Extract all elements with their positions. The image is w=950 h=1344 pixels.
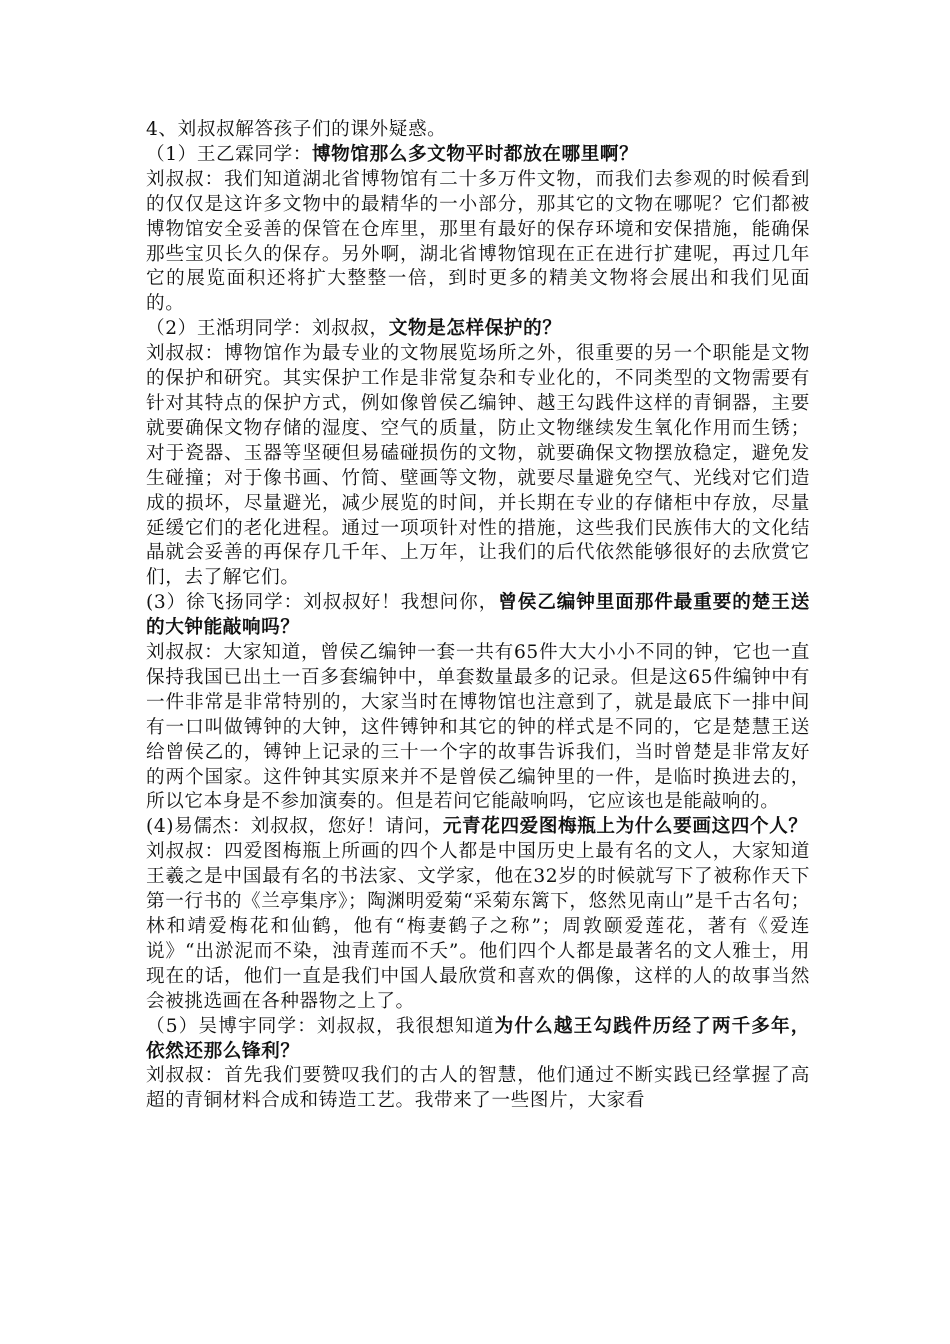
question-1-prefix: （1）王乙霖同学： <box>146 143 312 165</box>
answer-4: 刘叔叔：四爱图梅瓶上所画的四个人都是中国历史上最有名的文人，大家知道王羲之是中国最有名的书法家、文学家，他在32岁的时候就写下了被称作天下第一行书的《兰亭集序》；陶渊明爱菊“采菊东篱下，悠然见南山”是千古名句；林和靖爱梅花和仙鹤，他有“梅妻鹤子之称”；周敦颐爱莲花，著有《爱连说》“出淤泥而不染，浊青莲而不夭”。他们四个人都是最著名的文人雅士，用现在的话，他们一直是我们中国人最欣赏和喜欢的偶像，这样的人的故事当然会被挑选画在各种器物之上了。 <box>146 841 810 1012</box>
question-4 <box>146 815 810 840</box>
answer-3: 刘叔叔：大家知道，曾侯乙编钟一套一共有65件大大小小不同的钟，它也一直保持我国已出土一百多套编钟中，单套数量最多的记录。但是这65件编钟中有一件非常是非常特别的，大家当时在博物馆也注意到了，就是最底下一排中间有一口叫做镈钟的大钟，这件镈钟和其它的钟的样式是不同的，它是楚慧王送给曾侯乙的，镈钟上记录的三十一个字的故事告诉我们，当时曾楚是非常友好的两个国家。这件钟其实原来并不是曾侯乙编钟里的一件，是临时换进去的，所以它本身是不参加演奏的。但是若问它能敲响吗，它应该也是能敲响的。 <box>146 642 810 813</box>
question-2-bold: 文物是怎样保护的？ <box>388 318 562 340</box>
question-2 <box>146 317 810 342</box>
answer-2: 刘叔叔：博物馆作为最专业的文物展览场所之外，很重要的另一个职能是文物的保护和研究。其实保护工作是非常复杂和专业化的，不同类型的文物需要有针对其特点的保护方式，例如像曾侯乙编钟、越王勾践件这样的青铜器，主要就要确保文物存储的湿度、空气的质量，防止文物继续发生氧化作用而生锈；对于瓷器、玉器等坚硬但易磕碰损伤的文物，就要确保文物摆放稳定，避免发生碰撞；对于像书画、竹简、壁画等文物，就要尽量避免空气、光线对它们造成的损坏，尽量避光，减少展览的时间，并长期在专业的存储柜中存放，尽量延缓它们的老化进程。通过一项项针对性的措施，这些我们民族伟大的文化结晶就会妥善的再保存几千年、上万年，让我们的后代依然能够很好的去欣赏它们，去了解它们。 <box>146 343 810 589</box>
document-body <box>146 118 810 1114</box>
question-5-bold: 为什么越王勾践件历经了两千多年，依然还那么锋利？ <box>146 1015 810 1062</box>
question-4-prefix: (4)易儒杰：刘叔叔，您好！请问， <box>146 816 443 838</box>
question-5-prefix: （5）吴博宇同学：刘叔叔，我很想知道 <box>146 1015 495 1037</box>
question-3-bold: 曾侯乙编钟里面那件最重要的楚王送的大钟能敲响吗？ <box>146 592 810 639</box>
section-heading: 4、刘叔叔解答孩子们的课外疑惑。 <box>146 119 447 140</box>
question-4-bold: 元青花四爱图梅瓶上为什么要画这四个人？ <box>442 816 808 838</box>
answer-5: 刘叔叔：首先我们要赞叹我们的古人的智慧，他们通过不断实践已经掌握了高超的青铜材料合成和铸造工艺。我带来了一些图片，大家看 <box>146 1065 810 1112</box>
question-1-bold: 博物馆那么多文物平时都放在哪里啊？ <box>311 143 639 165</box>
question-3 <box>146 591 810 641</box>
question-2-prefix: （2）王湉玥同学：刘叔叔， <box>146 318 389 340</box>
question-1 <box>146 143 810 168</box>
question-5 <box>146 1015 810 1065</box>
question-3-prefix: (3）徐飞扬同学：刘叔叔好！我想问你， <box>146 592 499 614</box>
answer-1: 刘叔叔：我们知道湖北省博物馆有二十多万件文物，而我们去参观的时候看到的仅仅是这许多文物中的最精华的一小部分，那其它的文物在哪呢？它们都被博物馆安全妥善的保管在仓库里，那里有最好的保存环境和安保措施，能确保那些宝贝长久的保存。另外啊，湖北省博物馆现在正在进行扩建呢，再过几年它的展览面积还将扩大整整一倍，到时更多的精美文物将会展出和我们见面的。 <box>146 168 810 315</box>
